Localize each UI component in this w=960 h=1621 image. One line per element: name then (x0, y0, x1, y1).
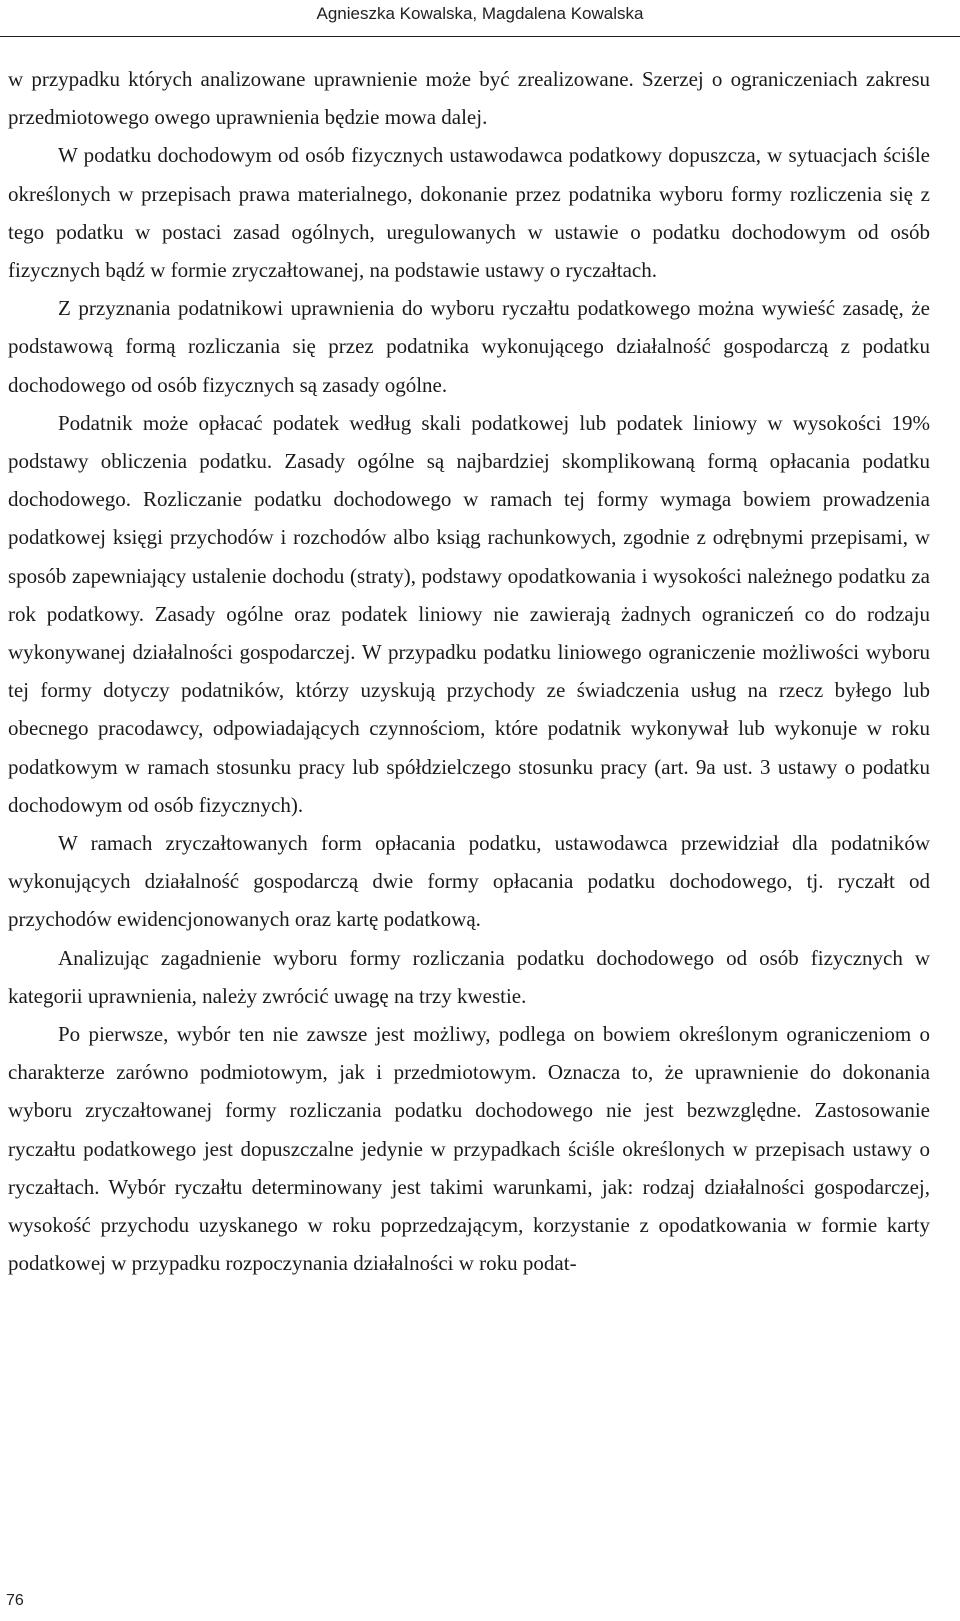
paragraph: W ramach zryczałtowanych form opłacania podatku, ustawodawca przewidział dla podatników wykonujących działalność gospodarczą dwie formy opłacania podatku dochodowego, tj. ryczałt od przychodów ewidencjonowanych oraz kartę podatkową. (8, 831, 930, 932)
body-text (8, 60, 930, 1283)
paragraph-continuation: w przypadku których analizowane uprawnienie może być zrealizowane. Szerzej o ograniczeniach zakresu przedmiotowego owego uprawnienia będzie mowa dalej. (8, 67, 930, 130)
page-number: 76 (6, 1592, 24, 1609)
paragraph: Po pierwsze, wybór ten nie zawsze jest możliwy, podlega on bowiem określonym ograniczeniom o charakterze zarówno podmiotowym, jak i przedmiotowym. Oznacza to, że uprawnienie do dokonania wyboru zryczałtowanej formy rozliczania podatku dochodowego nie jest bezwzględne. Zastosowanie ryczałtu podatkowego jest dopuszczalne jedynie w przypadkach ściśle określonych w przepisach ustawy o ryczałtach. Wybór ryczałtu determinowany jest takimi warunkami, jak: rodzaj działalności gospodarczej, wysokość przychodu uzyskanego w roku poprzedzającym, korzystanie z opodatkowania w formie karty podatkowej w przypadku rozpoczynania działalności w roku podat- (8, 1022, 930, 1276)
paragraph: Podatnik może opłacać podatek według skali podatkowej lub podatek liniowy w wysokości 19% podstawy obliczenia podatku. Zasady ogólne są najbardziej skomplikowaną formą opłacania podatku dochodowego. Rozliczanie podatku dochodowego w ramach tej formy wymaga bowiem prowadzenia podatkowej księgi przychodów i rozchodów albo ksiąg rachunkowych, zgodnie z odrębnymi przepisami, w sposób zapewniający ustalenie dochodu (straty), podstawy opodatkowania i wysokości należnego podatku za rok podatkowy. Zasady ogólne oraz podatek liniowy nie zawierają żadnych ograniczeń co do rodzaju wykonywanej działalności gospodarczej. W przypadku podatku liniowego ograniczenie możliwości wyboru tej formy dotyczy podatników, którzy uzyskują przychody ze świadczenia usług na rzecz byłego lub obecnego pracodawcy, odpowiadających czynnościom, które podatnik wykonywał lub wykonuje w roku podatkowym w ramach stosunku pracy lub spółdzielczego stosunku pracy (art. 9a ust. 3 ustawy o podatku dochodowym od osób fizycznych). (8, 410, 930, 817)
running-header (0, 0, 960, 37)
paragraph: W podatku dochodowym od osób fizycznych ustawodawca podatkowy dopuszcza, w sytuacjach ściśle określonych w przepisach prawa materialnego, dokonanie przez podatnika wyboru formy rozliczenia się z tego podatku w postaci zasad ogólnych, uregulowanych w ustawie o podatku dochodowym od osób fizycznych bądź w formie zryczałtowanej, na podstawie ustawy o ryczałtach. (8, 143, 930, 283)
paragraph: Analizując zagadnienie wyboru formy rozliczania podatku dochodowego od osób fizycznych w kategorii uprawnienia, należy zwrócić uwagę na trzy kwestie. (8, 945, 930, 1008)
paragraph: Z przyznania podatnikowi uprawnienia do wyboru ryczałtu podatkowego można wywieść zasadę, że podstawową formą rozliczania się przez podatnika wykonującego działalność gospodarczą z podatku dochodowego od osób fizycznych są zasady ogólne. (8, 296, 930, 397)
running-title: Agnieszka Kowalska, Magdalena Kowalska (316, 4, 644, 23)
